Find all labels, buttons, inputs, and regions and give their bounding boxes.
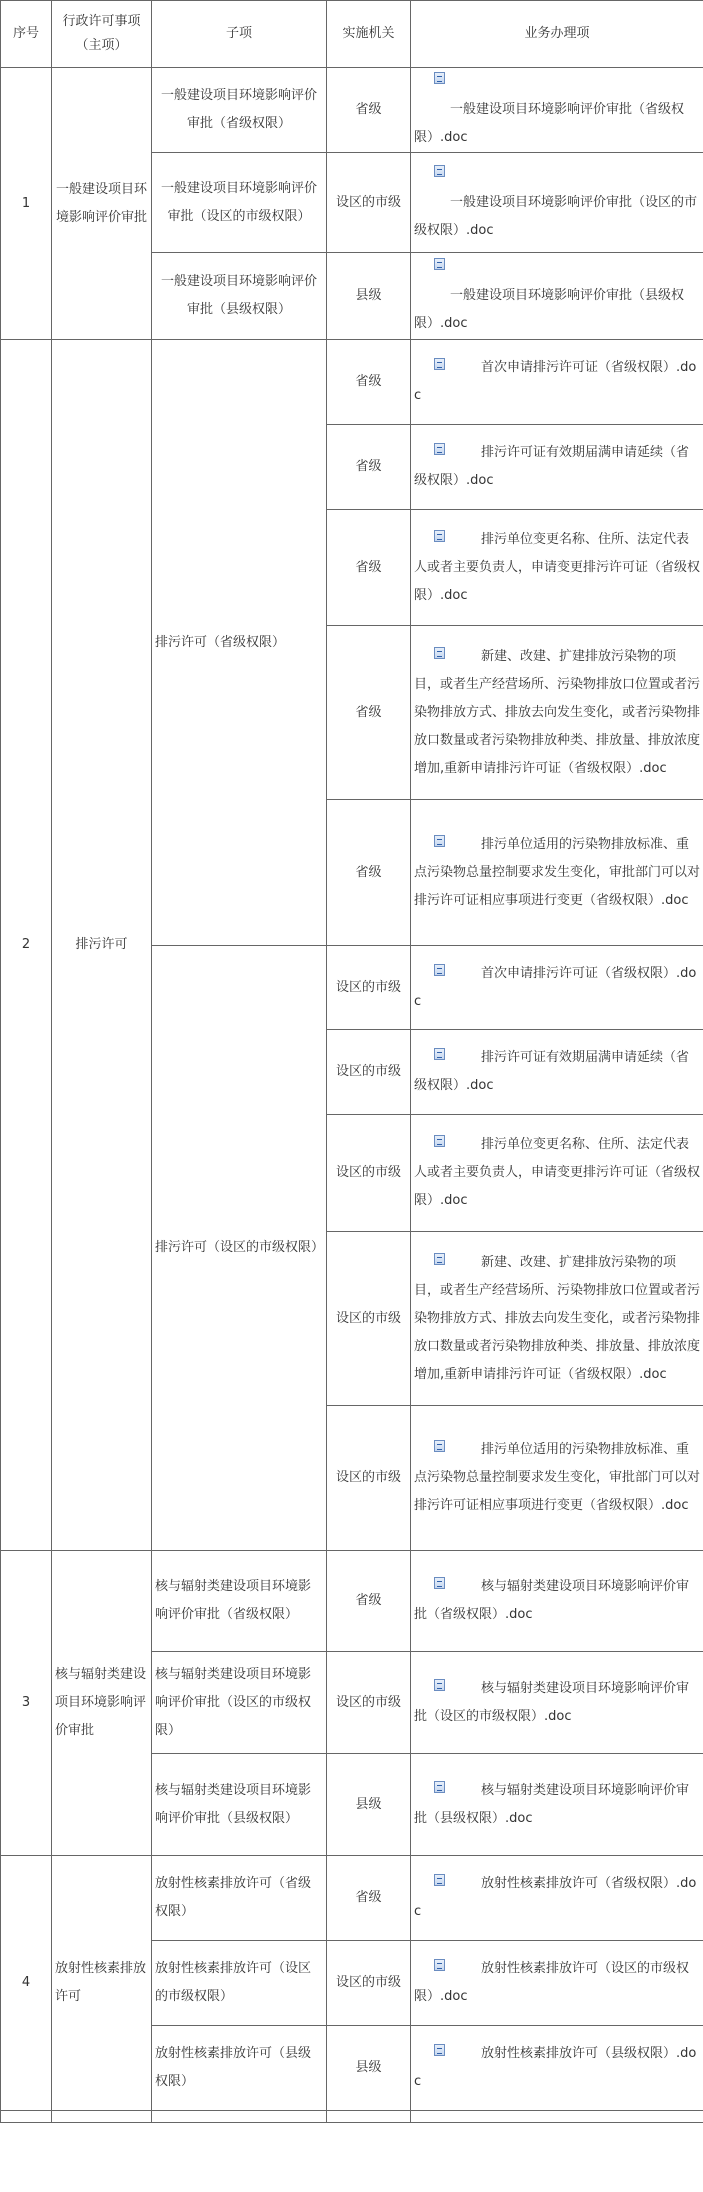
agency-cell: 设区的市级 [327, 1115, 411, 1232]
document-icon[interactable] [434, 1874, 445, 1886]
file-cell [411, 800, 703, 946]
table-row [1, 1856, 703, 1941]
sub-item-cell: 核与辐射类建设项目环境影响评价审批（设区的市级权限） [152, 1652, 327, 1754]
document-icon[interactable] [434, 358, 445, 370]
agency-cell: 设区的市级 [327, 153, 411, 253]
empty-cell [152, 2111, 327, 2123]
document-icon[interactable] [434, 1048, 445, 1060]
document-icon[interactable] [434, 1781, 445, 1793]
header-service: 业务办理项 [411, 1, 703, 68]
file-cell [411, 1030, 703, 1115]
file-cell [411, 1941, 703, 2026]
file-cell [411, 1406, 703, 1551]
agency-cell: 省级 [327, 510, 411, 626]
sub-item-cell: 一般建设项目环境影响评价审批（县级权限） [152, 253, 327, 340]
agency-cell: 省级 [327, 1551, 411, 1652]
document-icon[interactable] [434, 1440, 445, 1452]
empty-cell [327, 2111, 411, 2123]
file-cell [411, 1232, 703, 1406]
file-cell [411, 1652, 703, 1754]
main-item-cell: 放射性核素排放许可 [52, 1856, 152, 2111]
header-seq: 序号 [1, 1, 52, 68]
file-cell [411, 510, 703, 626]
main-item-cell: 排污许可 [52, 340, 152, 1551]
file-link[interactable]: 排污许可证有效期届满申请延续（省级权限）.doc [414, 1050, 690, 1093]
document-icon[interactable] [434, 72, 445, 84]
seq-cell: 4 [1, 1856, 52, 2111]
table-row [1, 68, 703, 153]
sub-item-cell: 一般建设项目环境影响评价审批（设区的市级权限） [152, 153, 327, 253]
agency-cell: 设区的市级 [327, 946, 411, 1030]
file-link[interactable]: 放射性核素排放许可（省级权限）.doc [414, 1876, 697, 1919]
agency-cell: 设区的市级 [327, 1941, 411, 2026]
file-link[interactable]: 放射性核素排放许可（设区的市级权限）.doc [414, 1961, 690, 2004]
header-main-item: 行政许可事项（主项） [52, 1, 152, 68]
file-link[interactable]: 排污单位适用的污染物排放标准、重点污染物总量控制要求发生变化，审批部门可以对排污许可证相应事项进行变更（省级权限）.doc [414, 836, 701, 908]
sub-item-cell: 排污许可（省级权限） [152, 340, 327, 946]
sub-item-cell: 核与辐射类建设项目环境影响评价审批（县级权限） [152, 1754, 327, 1856]
agency-cell: 设区的市级 [327, 1652, 411, 1754]
file-cell [411, 68, 703, 153]
agency-cell: 县级 [327, 1754, 411, 1856]
file-link[interactable]: 核与辐射类建设项目环境影响评价审批（县级权限）.doc [414, 1782, 690, 1826]
file-link[interactable]: 首次申请排污许可证（省级权限）.doc [414, 965, 697, 1009]
agency-cell: 设区的市级 [327, 1406, 411, 1551]
sub-item-cell: 一般建设项目环境影响评价审批（省级权限） [152, 68, 327, 153]
file-link[interactable]: 一般建设项目环境影响评价审批（省级权限）.doc [414, 102, 685, 145]
file-link[interactable]: 排污单位变更名称、住所、法定代表人或者主要负责人，申请变更排污许可证（省级权限）.doc [414, 1137, 701, 1208]
file-link[interactable]: 核与辐射类建设项目环境影响评价审批（设区的市级权限）.doc [414, 1680, 690, 1724]
file-cell [411, 1754, 703, 1856]
agency-cell: 省级 [327, 68, 411, 153]
table-row [1, 2111, 703, 2123]
agency-cell: 县级 [327, 253, 411, 340]
empty-cell [1, 2111, 52, 2123]
document-icon[interactable] [434, 835, 445, 847]
file-link[interactable]: 首次申请排污许可证（省级权限）.doc [414, 360, 697, 403]
document-icon[interactable] [434, 165, 445, 177]
header-agency: 实施机关 [327, 1, 411, 68]
file-cell [411, 1115, 703, 1232]
sub-item-cell: 放射性核素排放许可（设区的市级权限） [152, 1941, 327, 2026]
agency-cell: 省级 [327, 1856, 411, 1941]
seq-cell: 3 [1, 1551, 52, 1856]
table-row [1, 340, 703, 425]
document-icon[interactable] [434, 2044, 445, 2056]
document-icon[interactable] [434, 258, 445, 270]
file-link[interactable]: 排污许可证有效期届满申请延续（省级权限）.doc [414, 445, 690, 488]
file-link[interactable]: 核与辐射类建设项目环境影响评价审批（省级权限）.doc [414, 1579, 690, 1622]
document-icon[interactable] [434, 530, 445, 542]
agency-cell: 县级 [327, 2026, 411, 2111]
file-link[interactable]: 排污单位变更名称、住所、法定代表人或者主要负责人，申请变更排污许可证（省级权限）.doc [414, 531, 701, 603]
agency-cell: 省级 [327, 425, 411, 510]
document-icon[interactable] [434, 1577, 445, 1589]
sub-item-cell: 放射性核素排放许可（省级权限） [152, 1856, 327, 1941]
empty-cell [411, 2111, 703, 2123]
sub-item-cell: 排污许可（设区的市级权限） [152, 946, 327, 1551]
seq-cell: 2 [1, 340, 52, 1551]
document-icon[interactable] [434, 647, 445, 659]
main-item-cell: 核与辐射类建设项目环境影响评价审批 [52, 1551, 152, 1856]
file-cell [411, 153, 703, 253]
file-link[interactable]: 新建、改建、扩建排放污染物的项目，或者生产经营场所、污染物排放口位置或者污染物排放方式、排放去向发生变化，或者污染物排放口数量或者污染物排放种类、排放量、排放浓度增加,重新申请排污许可证（省级权限）.doc [414, 648, 701, 776]
file-cell [411, 340, 703, 425]
file-link[interactable]: 一般建设项目环境影响评价审批（设区的市级权限）.doc [414, 194, 698, 238]
file-cell [411, 626, 703, 800]
document-icon[interactable] [434, 443, 445, 455]
file-cell [411, 1856, 703, 1941]
agency-cell: 省级 [327, 340, 411, 425]
agency-cell: 设区的市级 [327, 1232, 411, 1406]
header-sub-item: 子项 [152, 1, 327, 68]
file-link[interactable]: 排污单位适用的污染物排放标准、重点污染物总量控制要求发生变化，审批部门可以对排污许可证相应事项进行变更（省级权限）.doc [414, 1442, 701, 1513]
file-link[interactable]: 放射性核素排放许可（县级权限）.doc [414, 2046, 697, 2089]
document-icon[interactable] [434, 964, 445, 976]
sub-item-cell: 放射性核素排放许可（县级权限） [152, 2026, 327, 2111]
main-item-cell: 一般建设项目环境影响评价审批 [52, 68, 152, 340]
table-header-row [1, 1, 703, 68]
document-icon[interactable] [434, 1135, 445, 1147]
file-link[interactable]: 一般建设项目环境影响评价审批（县级权限）.doc [414, 288, 685, 331]
file-cell [411, 2026, 703, 2111]
file-link[interactable]: 新建、改建、扩建排放污染物的项目，或者生产经营场所、污染物排放口位置或者污染物排放方式、排放去向发生变化，或者污染物排放口数量或者污染物排放种类、排放量、排放浓度增加,重新申请排污许可证（省级权限）.doc [414, 1254, 701, 1382]
table-row [1, 1551, 703, 1652]
sub-item-cell: 核与辐射类建设项目环境影响评价审批（省级权限） [152, 1551, 327, 1652]
agency-cell: 设区的市级 [327, 1030, 411, 1115]
seq-cell: 1 [1, 68, 52, 340]
agency-cell: 省级 [327, 800, 411, 946]
empty-cell [52, 2111, 152, 2123]
document-icon[interactable] [434, 1959, 445, 1971]
document-icon[interactable] [434, 1679, 445, 1691]
document-icon[interactable] [434, 1253, 445, 1265]
file-cell [411, 946, 703, 1030]
file-cell [411, 253, 703, 340]
file-cell [411, 425, 703, 510]
file-cell [411, 1551, 703, 1652]
agency-cell: 省级 [327, 626, 411, 800]
